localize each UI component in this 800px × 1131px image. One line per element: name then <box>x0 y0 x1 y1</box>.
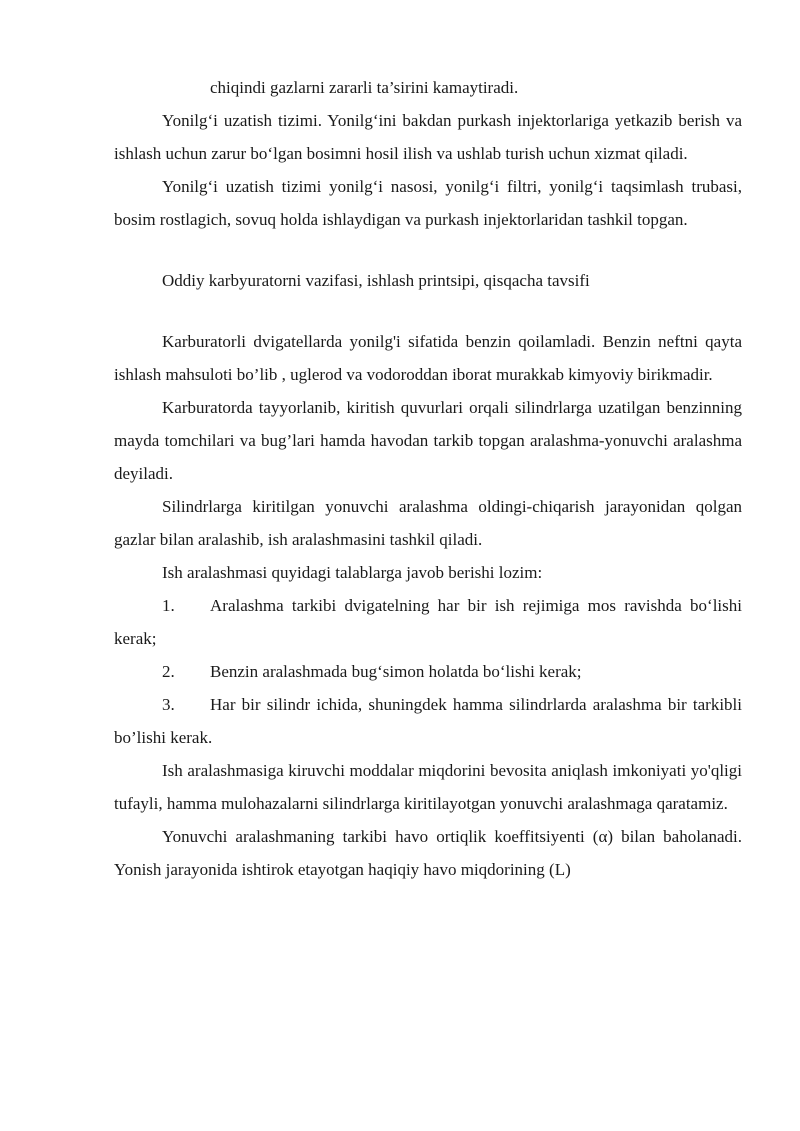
list-item-text: Har bir silindr ichida, shuningdek hamma silindrlarda aralashma bir tarkibli bo’lishi kerak. <box>114 695 742 747</box>
section-heading: Oddiy karbyuratorni vazifasi, ishlash printsipi, qisqacha tavsifi <box>162 271 590 290</box>
page-body <box>114 71 742 886</box>
paragraph-mixture-measurement: Ish aralashmasiga kiruvchi moddalar miqdorini bevosita aniqlash imkoniyati yo'qligi tufayli, hamma mulohazalarni silindrlarga kiritilayotgan yonuvchi aralashmaga qaratamiz. <box>114 761 742 813</box>
list-item-text: Aralashma tarkibi dvigatelning har bir ish rejimiga mos ravishda bo‘lishi kerak; <box>114 596 742 648</box>
paragraph-fuel-system: Yonilg‘i uzatish tizimi. Yonilg‘ini bakdan purkash injektorlariga yetkazib berish va ishlash uchun zarur bo‘lgan bosimni hosil ilish va ushlab turish uchun xizmat qiladi. <box>114 111 742 163</box>
list-item-number: 2. <box>162 662 175 681</box>
paragraph-carburetor-fuel: Karburatorli dvigatellarda yonilg'i sifatida benzin qoilamladi. Benzin neftni qayta ishlash mahsuloti bo’lib , uglerod va vodoroddan iborat murakkab kimyoviy birikmadir. <box>114 332 742 384</box>
list-item-text: Benzin aralashmada bug‘simon holatda bo‘lishi kerak; <box>210 662 582 681</box>
list-item <box>114 655 742 688</box>
list-item <box>114 589 742 655</box>
list-item <box>114 688 742 754</box>
paragraph-requirements-intro: Ish aralashmasi quyidagi talablarga javob berishi lozim: <box>162 563 543 582</box>
list-item-number: 3. <box>162 695 175 714</box>
paragraph-continuation: chiqindi gazlarni zararli ta’sirini kamaytiradi. <box>210 78 519 97</box>
paragraph-fuel-system-parts: Yonilg‘i uzatish tizimi yonilg‘i nasosi, yonilg‘i filtri, yonilg‘i taqsimlash trubasi, bosim rostlagich, sovuq holda ishlaydigan va purkash injektorlaridan tashkil topgan. <box>114 177 742 229</box>
paragraph-excess-air-coefficient: Yonuvchi aralashmaning tarkibi havo ortiqlik koeffitsiyenti (α) bilan baholanadi. Yonish jarayonida ishtirok etayotgan haqiqiy havo miqdorining (L) <box>114 827 742 879</box>
list-item-number: 1. <box>162 596 175 615</box>
paragraph-fuel-mixture: Karburatorda tayyorlanib, kiritish quvurlari orqali silindrlarga uzatilgan benzinning mayda tomchilari va bug’lari hamda havodan tarkib topgan aralashma-yonuvchi aralashma deyiladi. <box>114 398 742 483</box>
paragraph-working-mixture: Silindrlarga kiritilgan yonuvchi aralashma oldingi-chiqarish jarayonidan qolgan gazlar bilan aralashib, ish aralashmasini tashkil qiladi. <box>114 497 742 549</box>
